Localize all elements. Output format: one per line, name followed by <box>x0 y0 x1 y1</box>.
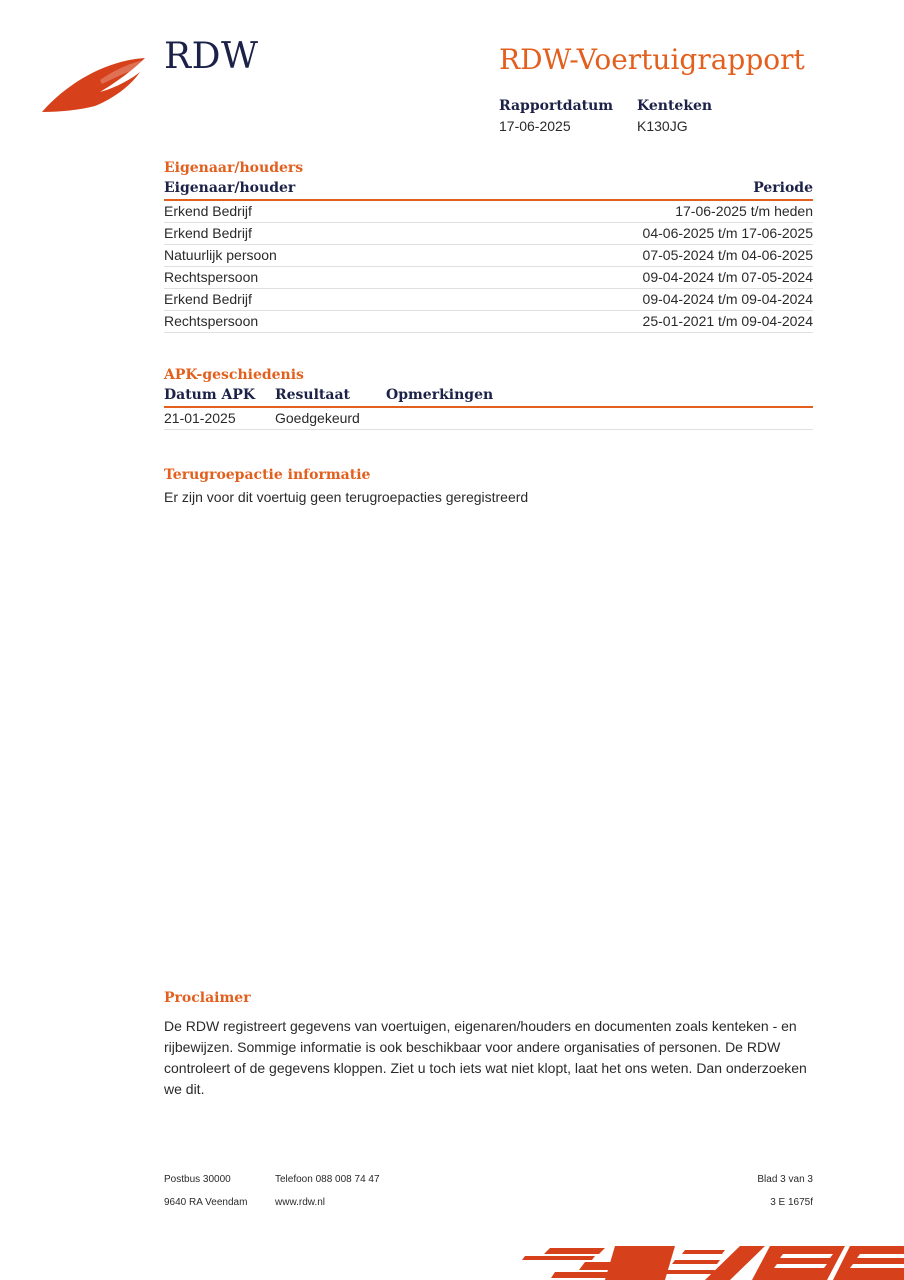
owners-title: Eigenaar/houders <box>164 160 304 176</box>
recall-title: Terugroepactie informatie <box>164 467 371 483</box>
owners-section <box>164 160 813 333</box>
period-cell: 04-06-2025 t/m 17-06-2025 <box>446 223 813 245</box>
apk-table <box>164 387 813 430</box>
period-cell: 07-05-2024 t/m 04-06-2025 <box>446 245 813 267</box>
proclaimer-line: rijbewijzen. Sommige informatie is ook beschikbaar voor andere organisaties of personen. De RDW <box>164 1039 781 1055</box>
apk-col-result: Resultaat <box>275 387 386 407</box>
proclaimer-line: controleert of de gegevens kloppen. Ziet u toch iets wat niet klopt, laat het ons weten. Dan onderzoeken <box>164 1060 807 1076</box>
owner-cell: Erkend Bedrijf <box>164 289 446 311</box>
apk-result-cell: Goedgekeurd <box>275 407 386 430</box>
apk-remarks-cell <box>386 407 813 430</box>
proclaimer-line: we dit. <box>164 1081 205 1097</box>
owners-table <box>164 180 813 333</box>
owner-cell: Erkend Bedrijf <box>164 223 446 245</box>
table-row <box>164 311 813 333</box>
recall-section <box>164 467 813 508</box>
owner-cell: Rechtspersoon <box>164 311 446 333</box>
apk-title: APK-geschiedenis <box>164 367 304 383</box>
plate-label: Kenteken <box>637 98 713 114</box>
owner-cell: Erkend Bedrijf <box>164 200 446 223</box>
proclaimer-line: De RDW registreert gegevens van voertuigen, eigenaren/houders en documenten zoals kenteken - en <box>164 1018 797 1034</box>
table-row <box>164 200 813 223</box>
footer-city: 9640 RA Veendam <box>164 1197 248 1208</box>
apk-date-cell: 21-01-2025 <box>164 407 275 430</box>
proclaimer-text <box>164 1016 813 1100</box>
period-cell: 09-04-2024 t/m 07-05-2024 <box>446 267 813 289</box>
apk-col-date: Datum APK <box>164 387 275 407</box>
owners-col-period: Periode <box>446 180 813 200</box>
period-cell: 25-01-2021 t/m 09-04-2024 <box>446 311 813 333</box>
table-row <box>164 245 813 267</box>
footer-page-number: Blad 3 van 3 <box>757 1174 813 1185</box>
footer-code: 3 E 1675f <box>770 1197 813 1208</box>
period-cell: 17-06-2025 t/m heden <box>446 200 813 223</box>
owner-cell: Natuurlijk persoon <box>164 245 446 267</box>
owners-col-owner: Eigenaar/houder <box>164 180 446 200</box>
orange-stripes-decoration-icon <box>515 1240 904 1280</box>
table-row <box>164 223 813 245</box>
apk-section <box>164 367 813 430</box>
footer-postbus: Postbus 30000 <box>164 1174 231 1185</box>
table-row <box>164 267 813 289</box>
table-row <box>164 407 813 430</box>
plate-value: K130JG <box>637 118 688 134</box>
recall-text: Er zijn voor dit voertuig geen terugroepacties geregistreerd <box>164 489 529 505</box>
brand-wordmark: RDW <box>164 36 259 77</box>
report-title: RDW-Voertuigrapport <box>499 43 805 76</box>
owner-cell: Rechtspersoon <box>164 267 446 289</box>
table-row <box>164 289 813 311</box>
report-date-label: Rapportdatum <box>499 98 614 114</box>
period-cell: 09-04-2024 t/m 09-04-2024 <box>446 289 813 311</box>
apk-col-remarks: Opmerkingen <box>386 387 813 407</box>
proclaimer-title: Proclaimer <box>164 990 251 1006</box>
report-date-value: 17-06-2025 <box>499 118 571 134</box>
proclaimer-section <box>164 990 813 1100</box>
plate-block <box>637 98 712 134</box>
footer-phone: Telefoon 088 008 74 47 <box>275 1174 380 1185</box>
footer-website-link[interactable]: www.rdw.nl <box>275 1197 326 1208</box>
report-date-block <box>499 98 613 134</box>
